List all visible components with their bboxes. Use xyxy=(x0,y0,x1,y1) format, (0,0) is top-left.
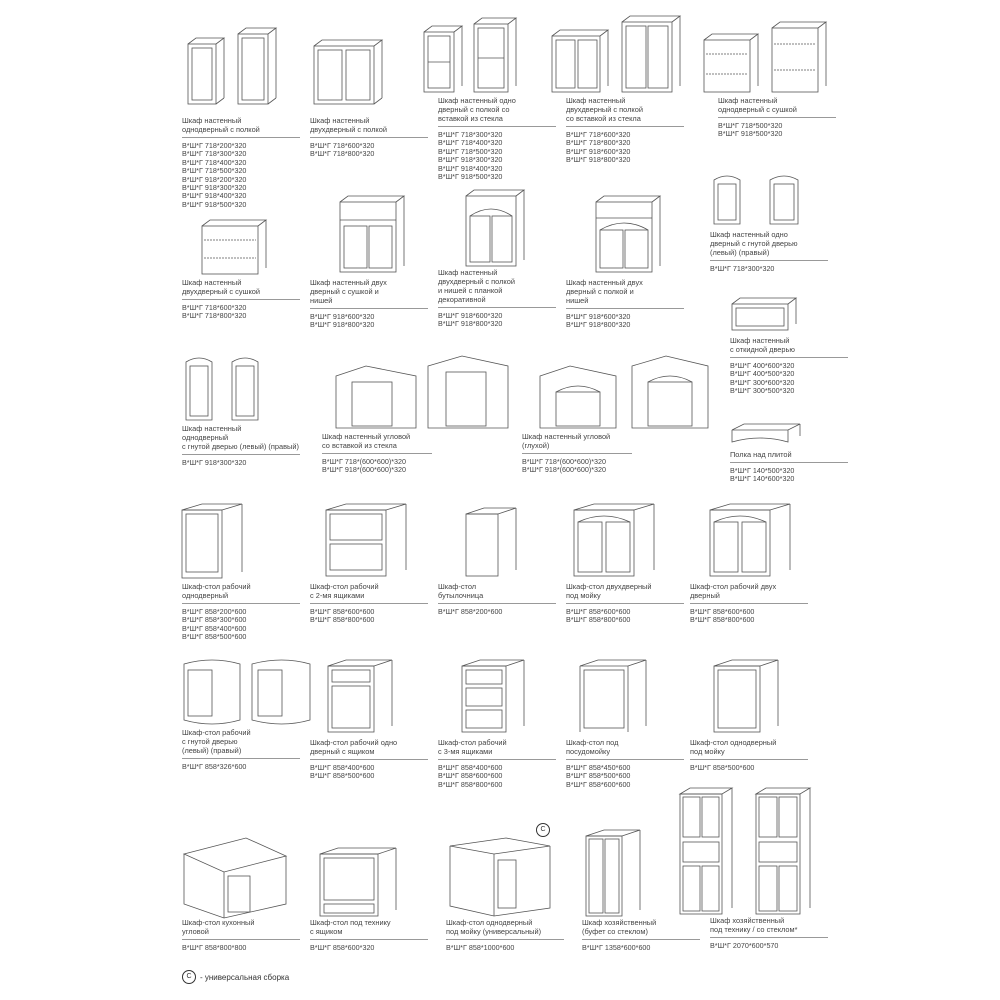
item-dimensions: В*Ш*Г 718*500*320 В*Ш*Г 918*500*320 xyxy=(718,121,783,139)
item-title: Шкаф настенный двух дверный с полкой и нишей xyxy=(566,278,643,305)
item-title: Шкаф настенный двухдверный с полкой xyxy=(310,116,387,134)
dish-dryer-cabinet-icon xyxy=(718,14,836,96)
item-title: Шкаф-стол рабочий с гнутой дверью (левый) (правый) xyxy=(182,728,251,755)
cabinet-drawing xyxy=(438,14,556,96)
item-dimensions: В*Ш*Г 858*600*600 В*Ш*Г 858*800*600 xyxy=(566,607,631,625)
bottle-cabinet-icon xyxy=(438,500,556,582)
legend-text: - универсальная сборка xyxy=(200,972,290,982)
item-title: Шкаф-стол двухдверный под мойку xyxy=(566,582,652,600)
item-title: Шкаф настенный одно дверный с полкой со вставкой из стекла xyxy=(438,96,516,123)
item-dimensions: В*Ш*Г 858*600*600 В*Ш*Г 858*800*600 xyxy=(690,607,755,625)
divider xyxy=(310,603,428,604)
cabinet-drawing xyxy=(438,176,556,268)
divider xyxy=(182,603,300,604)
appliance-cabinet-icon xyxy=(310,834,428,918)
cabinet-drawing xyxy=(718,14,836,96)
catalog-item xyxy=(438,500,556,616)
cabinet-drawing xyxy=(730,420,848,450)
divider xyxy=(438,126,556,127)
divider xyxy=(438,603,556,604)
item-title: Шкаф настенный одно дверный с гнутой дверью (левый) (правый) xyxy=(710,230,798,257)
catalog-item xyxy=(690,656,808,772)
dishwasher-cabinet-icon xyxy=(566,656,684,738)
universal-assembly-icon: C xyxy=(536,823,550,837)
cabinet-drawing xyxy=(690,656,808,738)
corner-glass-cabinet-icon xyxy=(322,352,522,432)
cabinet-drawing xyxy=(710,786,828,916)
cabinet-drawing xyxy=(522,352,640,432)
item-dimensions: В*Ш*Г 918*600*320 В*Ш*Г 918*800*320 xyxy=(310,312,375,330)
drawer-door-cabinet-icon xyxy=(310,656,428,738)
double-base-cabinet-icon xyxy=(690,500,808,582)
curved-door-cabinet-icon xyxy=(710,168,828,230)
divider xyxy=(690,603,808,604)
item-dimensions: В*Ш*Г 858*600*600 В*Ш*Г 858*800*600 xyxy=(310,607,375,625)
item-title: Шкаф настенный двухдверный с полкой со вставкой из стекла xyxy=(566,96,643,123)
glass-buffet-icon xyxy=(582,824,700,918)
catalog-item xyxy=(438,656,556,789)
item-title: Шкаф настенный двухдверный с сушкой xyxy=(182,278,261,296)
cabinet-drawing xyxy=(566,186,684,278)
tall-appliance-cabinet-icon xyxy=(710,786,840,916)
item-dimensions: В*Ш*Г 858*200*600 xyxy=(438,607,503,616)
divider xyxy=(718,117,836,118)
item-title: Шкаф настенный с откидной дверью xyxy=(730,336,795,354)
divider xyxy=(730,357,848,358)
item-dimensions: В*Ш*Г 718*300*320 xyxy=(710,264,775,273)
cabinet-drawing xyxy=(566,14,684,96)
corner-base-cabinet-icon xyxy=(182,834,300,918)
item-dimensions: В*Ш*Г 718*(600*600)*320 В*Ш*Г 918*(600*600)*320 xyxy=(522,457,607,475)
item-dimensions: В*Ш*Г 140*500*320 В*Ш*Г 140*600*320 xyxy=(730,466,795,484)
three-drawer-cabinet-icon xyxy=(438,656,556,738)
item-dimensions: В*Ш*Г 1358*600*600 xyxy=(582,943,651,952)
item-title: Шкаф настенный однодверный с сушкой xyxy=(718,96,797,114)
item-title: Шкаф-стол кухонный угловой xyxy=(182,918,255,936)
catalog-item xyxy=(182,24,300,209)
divider xyxy=(182,758,300,759)
cabinet-drawing xyxy=(182,196,300,278)
divider xyxy=(730,462,848,463)
corner-solid-cabinet-icon xyxy=(522,352,722,432)
cabinet-drawing xyxy=(582,824,700,918)
cabinet-drawing xyxy=(182,500,300,582)
item-dimensions: В*Ш*Г 858*326*600 xyxy=(182,762,247,771)
divider xyxy=(710,937,828,938)
divider xyxy=(182,939,300,940)
item-dimensions: В*Ш*Г 718*600*320 В*Ш*Г 718*800*320 xyxy=(182,303,247,321)
item-dimensions: В*Ш*Г 858*600*320 xyxy=(310,943,375,952)
base-cabinet-single-icon xyxy=(182,500,300,582)
catalog-item xyxy=(310,500,428,625)
divider xyxy=(310,308,428,309)
cabinet-drawing xyxy=(690,500,808,582)
cabinet-drawing xyxy=(322,352,440,432)
cabinet-drawing xyxy=(182,24,300,116)
dryer-niche-cabinet-icon xyxy=(310,186,428,278)
cabinet-drawing xyxy=(566,656,684,738)
item-title: Шкаф хозяйственный под технику / со стеклом* xyxy=(710,916,798,934)
dish-dryer-cabinet-double-icon xyxy=(182,196,300,278)
glass-cabinet-double-icon xyxy=(566,14,684,96)
item-title: Шкаф настенный двух дверный с сушкой и нишей xyxy=(310,278,387,305)
cabinet-drawing xyxy=(710,168,828,230)
item-title: Шкаф-стол под технику с ящиком xyxy=(310,918,391,936)
item-dimensions: В*Ш*Г 718*600*320 В*Ш*Г 718*800*320 xyxy=(310,141,375,159)
divider xyxy=(522,453,632,454)
catalog-item xyxy=(566,500,684,625)
item-dimensions: В*Ш*Г 718*300*320 В*Ш*Г 718*400*320 В*Ш*Г 718*500*320 В*Ш*Г 918*300*320 В*Ш*Г 918*400*320 В*Ш*Г 918*500*320 xyxy=(438,130,503,182)
divider xyxy=(310,137,428,138)
item-title: Шкаф-стол рабочий с 2-мя ящиками xyxy=(310,582,379,600)
item-dimensions: В*Ш*Г 858*200*600 В*Ш*Г 858*300*600 В*Ш*Г 858*400*600 В*Ш*Г 858*500*600 xyxy=(182,607,247,642)
catalog-item xyxy=(718,14,836,139)
catalog-item xyxy=(522,352,640,475)
glass-cabinet-single-icon xyxy=(438,14,556,96)
catalog-item xyxy=(182,196,300,321)
stove-shelf-icon xyxy=(730,420,848,450)
catalog-item xyxy=(582,824,700,952)
base-cabinet-drawers-icon xyxy=(310,500,428,582)
item-title: Шкаф настенный угловой со вставкой из стекла xyxy=(322,432,411,450)
item-title: Шкаф-стол рабочий с 3-мя ящиками xyxy=(438,738,507,756)
divider xyxy=(322,453,432,454)
divider xyxy=(566,603,684,604)
catalog-item xyxy=(310,656,428,781)
cabinet-drawing xyxy=(182,834,300,918)
divider xyxy=(438,307,556,308)
catalog-item xyxy=(566,656,684,789)
divider xyxy=(582,939,700,940)
item-dimensions: В*Ш*Г 858*1000*600 xyxy=(446,943,515,952)
item-dimensions: В*Ш*Г 858*500*600 xyxy=(690,763,755,772)
cabinet-drawing xyxy=(310,186,428,278)
item-title: Шкаф настенный однодверный с гнутой дверью (левый) (правый) xyxy=(182,424,299,451)
item-dimensions: В*Ш*Г 858*800*800 xyxy=(182,943,247,952)
item-title: Шкаф-стол рабочий однодверный xyxy=(182,582,251,600)
item-title: Полка над плитой xyxy=(730,450,792,459)
cabinet-drawing xyxy=(446,834,564,918)
catalog-item xyxy=(446,834,564,952)
item-dimensions: В*Ш*Г 918*600*320 В*Ш*Г 918*800*320 xyxy=(438,311,503,329)
divider xyxy=(310,759,428,760)
shelf-niche-cabinet-icon xyxy=(566,186,684,278)
wall-cabinet-double-icon xyxy=(310,24,428,116)
item-title: Шкаф хозяйственный (буфет со стеклом) xyxy=(582,918,657,936)
divider xyxy=(182,299,300,300)
item-dimensions: В*Ш*Г 858*400*600 В*Ш*Г 858*600*600 В*Ш*Г 858*800*600 xyxy=(438,763,503,789)
curved-base-cabinet-icon xyxy=(182,656,322,728)
catalog-item xyxy=(438,176,556,329)
cabinet-drawing xyxy=(310,500,428,582)
item-title: Шкаф настенный двухдверный с полкой и нишей с планкой декоративной xyxy=(438,268,515,304)
divider xyxy=(182,137,300,138)
divider xyxy=(566,308,684,309)
catalog-item xyxy=(730,420,848,484)
divider xyxy=(446,939,564,940)
item-dimensions: В*Ш*Г 2070*600*570 xyxy=(710,941,779,950)
divider xyxy=(182,454,300,455)
catalog-item xyxy=(566,186,684,330)
cabinet-drawing xyxy=(438,656,556,738)
single-sink-cabinet-icon xyxy=(690,656,808,738)
divider xyxy=(566,759,684,760)
divider xyxy=(690,759,808,760)
cabinet-drawing xyxy=(310,24,428,116)
divider xyxy=(438,759,556,760)
item-title: Шкаф настенный угловой (глухой) xyxy=(522,432,611,450)
item-dimensions: В*Ш*Г 858*450*600 В*Ш*Г 858*500*600 В*Ш*Г 858*600*600 xyxy=(566,763,631,789)
catalog-item xyxy=(182,656,300,771)
catalog-item xyxy=(182,834,300,952)
divider xyxy=(310,939,428,940)
item-title: Шкаф-стол под посудомойку xyxy=(566,738,619,756)
item-title: Шкаф-стол рабочий одно дверный с ящиком xyxy=(310,738,398,756)
cabinet-drawing xyxy=(182,352,300,424)
item-title: Шкаф настенный однодверный с полкой xyxy=(182,116,260,134)
catalog-item xyxy=(310,186,428,330)
item-title: Шкаф-стол рабочий двух дверный xyxy=(690,582,777,600)
item-title: Шкаф-стол однодверный под мойку xyxy=(690,738,777,756)
cabinet-drawing xyxy=(310,834,428,918)
item-title: Шкаф-стол однодверный под мойку (универсальный) xyxy=(446,918,542,936)
universal-assembly-icon: C xyxy=(182,970,196,984)
cabinet-drawing xyxy=(310,656,428,738)
curved-door-tall-cabinet-icon xyxy=(182,352,300,424)
catalog-item xyxy=(310,24,428,159)
catalog-item xyxy=(438,14,556,181)
catalog-item xyxy=(690,500,808,625)
item-dimensions: В*Ш*Г 718*600*320 В*Ш*Г 718*800*320 В*Ш*Г 918*600*320 В*Ш*Г 918*800*320 xyxy=(566,130,631,165)
item-dimensions: В*Ш*Г 718*200*320 В*Ш*Г 718*300*320 В*Ш*Г 718*400*320 В*Ш*Г 718*500*320 В*Ш*Г 918*200*320 В*Ш*Г 918*300*320 В*Ш*Г 918*400*320 В*Ш*Г 918*500*320 xyxy=(182,141,247,209)
universal-sink-cabinet-icon xyxy=(446,834,564,918)
divider xyxy=(710,260,828,261)
catalog-item xyxy=(310,834,428,952)
item-dimensions: В*Ш*Г 918*600*320 В*Ш*Г 918*800*320 xyxy=(566,312,631,330)
catalog-item xyxy=(566,14,684,165)
item-dimensions: В*Ш*Г 918*300*320 xyxy=(182,458,247,467)
catalog-item xyxy=(710,786,828,950)
legend xyxy=(182,970,289,984)
item-dimensions: В*Ш*Г 718*(600*600)*320 В*Ш*Г 918*(600*600)*320 xyxy=(322,457,407,475)
item-dimensions: В*Ш*Г 858*400*600 В*Ш*Г 858*500*600 xyxy=(310,763,375,781)
catalog-item xyxy=(182,500,300,642)
divider xyxy=(566,126,684,127)
item-title: Шкаф-стол бутылочница xyxy=(438,582,484,600)
catalog-item xyxy=(710,168,828,273)
cabinet-drawing xyxy=(438,500,556,582)
cabinet-drawing xyxy=(182,656,300,728)
catalog-item xyxy=(730,290,848,396)
flip-door-cabinet-icon xyxy=(730,290,848,336)
wall-cabinet-single-icon xyxy=(182,24,300,116)
niche-decor-cabinet-icon xyxy=(438,176,556,268)
cabinet-drawing xyxy=(730,290,848,336)
cabinet-drawing xyxy=(566,500,684,582)
catalog-item xyxy=(182,352,300,467)
catalog-item xyxy=(322,352,440,475)
item-dimensions: В*Ш*Г 400*600*320 В*Ш*Г 400*500*320 В*Ш*Г 300*600*320 В*Ш*Г 300*500*320 xyxy=(730,361,795,396)
sink-base-cabinet-icon xyxy=(566,500,684,582)
